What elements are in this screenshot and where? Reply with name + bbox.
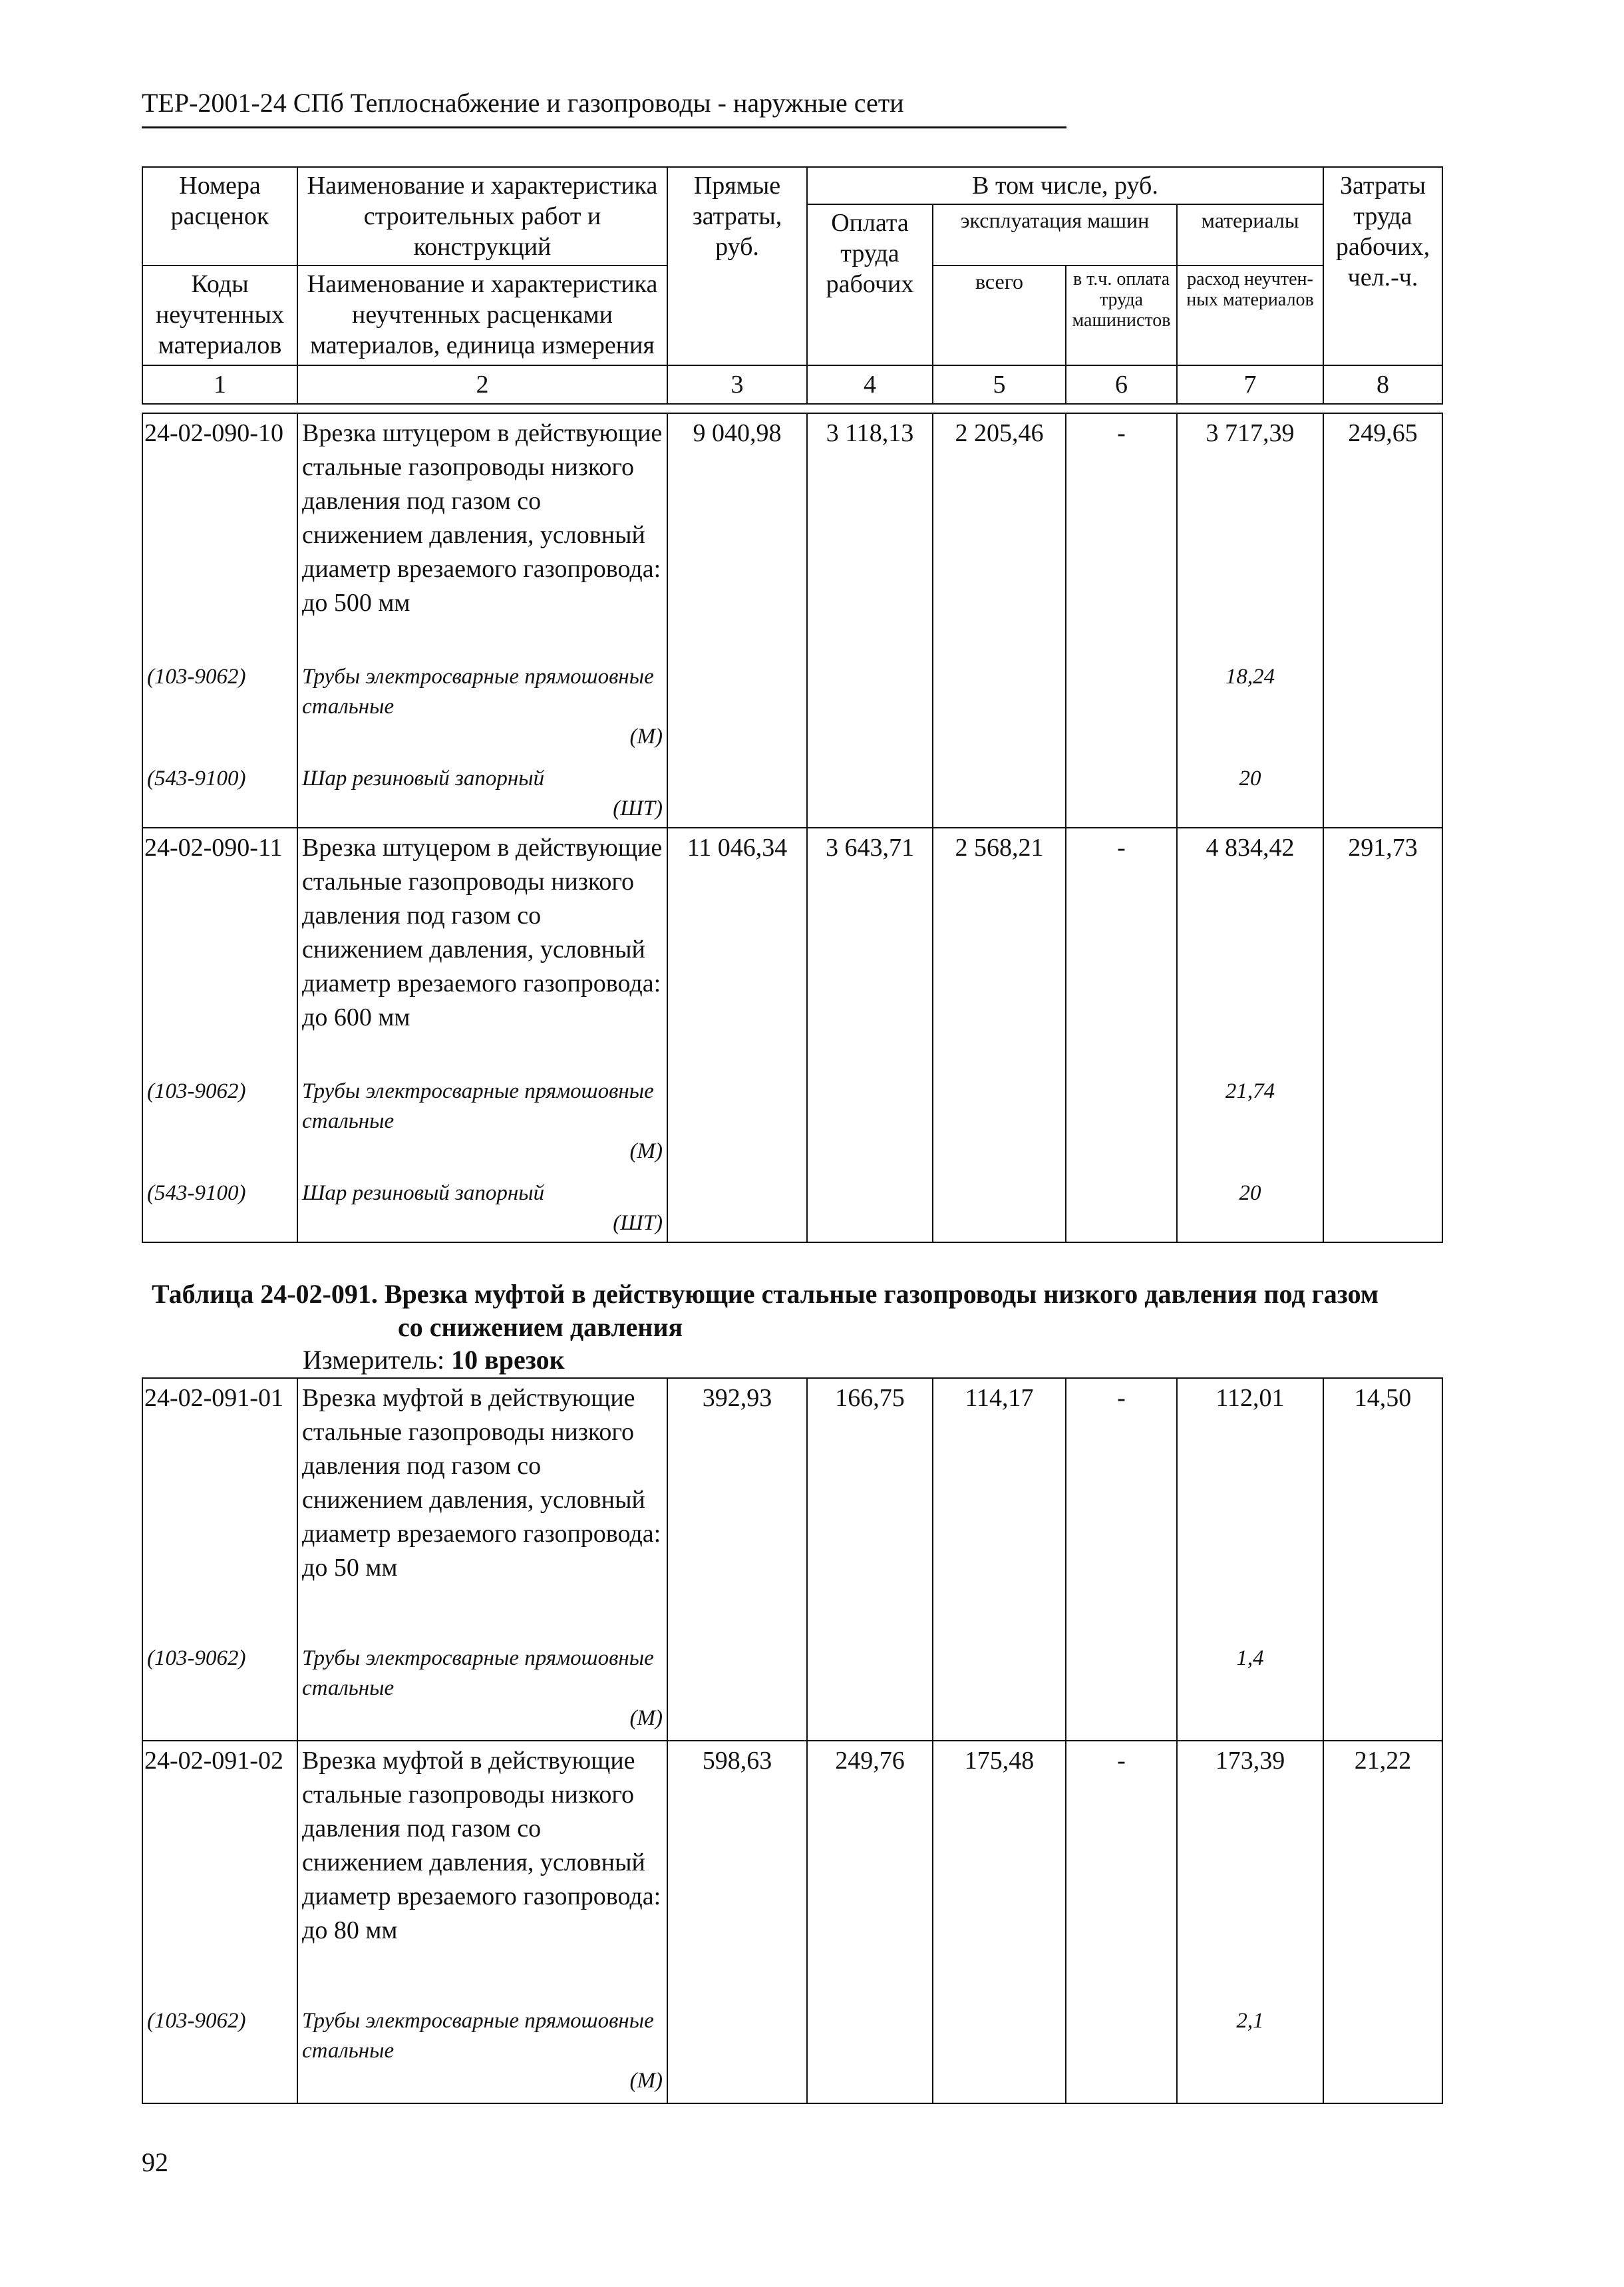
materials-cost: 112,01 [1177,1378,1323,1634]
material-name-text: Шар резиновый запорный [302,1181,545,1205]
rate-description: Врезка муфтой в действующие стальные газопроводы низкого давления под газом со снижением давления, условный диаметр врезаемого газопровода: до 80 мм [297,1741,667,1997]
page-number: 92 [142,2147,168,2177]
labor-hours: 14,50 [1323,1378,1442,1634]
material-row [142,653,1442,755]
machinists-pay: - [1066,1741,1177,1997]
material-row [142,1067,1442,1169]
material-name-text: Трубы электросварные прямошовные стальные [302,665,654,719]
machinists-pay: - [1066,828,1177,1067]
header-material-codes: Коды неучтенных материалов [142,265,297,365]
machines-total: 114,17 [933,1378,1066,1634]
header-rate-numbers: Номера расценок [142,167,297,265]
table-caption-line-2: со снижением давления [398,1312,683,1342]
header-machinists-pay: в т.ч. оплата труда машинистов [1066,265,1177,365]
header-material-names: Наименование и характеристика неучтенных расценками материалов, единица измерения [297,265,667,365]
material-row [142,1997,1442,2103]
column-header-table [142,166,1443,405]
col-number-4: 4 [807,365,933,404]
worker-pay: 3 643,71 [807,828,933,1067]
material-unit: (М) [629,1139,663,1163]
material-code: (103-9062) [142,1634,297,1741]
material-name-text: Трубы электросварные прямошовные стальные [302,1079,654,1133]
header-worker-pay: Оплата труда рабочих [807,204,933,365]
material-quantity: 20 [1177,755,1323,828]
material-row [142,1169,1442,1242]
material-name [297,755,667,828]
material-name [297,653,667,755]
direct-costs: 9 040,98 [667,413,807,653]
materials-cost: 3 717,39 [1177,413,1323,653]
rate-description: Врезка муфтой в действующие стальные газопроводы низкого давления под газом со снижением давления, условный диаметр врезаемого газопровода: до 50 мм [297,1378,667,1634]
worker-pay: 166,75 [807,1378,933,1634]
material-name [297,1169,667,1242]
header-machines-group: эксплуатация машин [933,204,1177,265]
rate-code: 24-02-090-11 [142,828,297,1067]
material-row [142,1634,1442,1741]
worker-pay: 249,76 [807,1741,933,1997]
meter-label: Измеритель: [303,1345,445,1375]
machinists-pay: - [1066,413,1177,653]
table-row [142,413,1442,653]
material-quantity: 20 [1177,1169,1323,1242]
col-number-7: 7 [1177,365,1323,404]
material-unit: (М) [629,725,663,749]
measurement-unit [303,1344,565,1376]
machines-total: 2 568,21 [933,828,1066,1067]
direct-costs: 598,63 [667,1741,807,1997]
rate-code: 24-02-090-10 [142,413,297,653]
direct-costs: 11 046,34 [667,828,807,1067]
labor-hours: 21,22 [1323,1741,1442,1997]
col-number-3: 3 [667,365,807,404]
table-row [142,1378,1442,1634]
materials-cost: 173,39 [1177,1741,1323,1997]
header-direct-costs: Прямые затраты, руб. [667,167,807,365]
header-including: В том числе, руб. [807,167,1323,204]
col-number-6: 6 [1066,365,1177,404]
rate-description: Врезка штуцером в действующие стальные газопроводы низкого давления под газом со снижением давления, условный диаметр врезаемого газопровода: до 500 мм [297,413,667,653]
material-code: (543-9100) [142,755,297,828]
material-code: (103-9062) [142,1997,297,2103]
material-quantity: 18,24 [1177,653,1323,755]
rate-code: 24-02-091-01 [142,1378,297,1634]
machinists-pay: - [1066,1378,1177,1634]
machines-total: 175,48 [933,1741,1066,1997]
col-number-8: 8 [1323,365,1442,404]
table-caption [152,1278,1442,1344]
header-materials-group: материалы [1177,204,1323,265]
material-unit: (М) [629,1706,663,1730]
material-unit: (М) [629,2069,663,2093]
materials-cost: 4 834,42 [1177,828,1323,1067]
material-unit: (ШТ) [613,796,663,820]
table-row [142,1741,1442,1997]
material-name [297,1634,667,1741]
labor-hours: 291,73 [1323,828,1442,1067]
rate-code: 24-02-091-02 [142,1741,297,1997]
material-unit: (ШТ) [613,1211,663,1235]
col-number-1: 1 [142,365,297,404]
material-code: (103-9062) [142,1067,297,1169]
header-machines-total: всего [933,265,1066,365]
header-labor-hours: Затраты труда рабочих, чел.-ч. [1323,167,1442,365]
labor-hours: 249,65 [1323,413,1442,653]
material-name [297,1067,667,1169]
material-quantity: 1,4 [1177,1634,1323,1741]
meter-value: 10 врезок [451,1345,565,1375]
table-caption-line-1: Таблица 24-02-091. Врезка муфтой в действующие стальные газопроводы низкого давления под газом [152,1279,1379,1309]
material-name-text: Шар резиновый запорный [302,767,545,791]
material-code: (103-9062) [142,653,297,755]
machines-total: 2 205,46 [933,413,1066,653]
header-work-name: Наименование и характеристика строительных работ и конструкций [297,167,667,265]
material-name-text: Трубы электросварные прямошовные стальные [302,1646,654,1700]
material-name [297,1997,667,2103]
worker-pay: 3 118,13 [807,413,933,653]
direct-costs: 392,93 [667,1378,807,1634]
header-material-consumption: расход неучтен-ных материалов [1177,265,1323,365]
material-name-text: Трубы электросварные прямошовные стальные [302,2009,654,2063]
document-title: ТЕР-2001-24 СПб Теплоснабжение и газопроводы - наружные сети [142,87,1066,128]
table-row [142,828,1442,1067]
material-quantity: 21,74 [1177,1067,1323,1169]
rate-description: Врезка штуцером в действующие стальные газопроводы низкого давления под газом со снижением давления, условный диаметр врезаемого газопровода: до 600 мм [297,828,667,1067]
material-quantity: 2,1 [1177,1997,1323,2103]
material-row [142,755,1442,828]
rates-table-24-02-090 [142,413,1443,1243]
rates-table-24-02-091 [142,1377,1443,2104]
col-number-5: 5 [933,365,1066,404]
material-code: (543-9100) [142,1169,297,1242]
col-number-2: 2 [297,365,667,404]
